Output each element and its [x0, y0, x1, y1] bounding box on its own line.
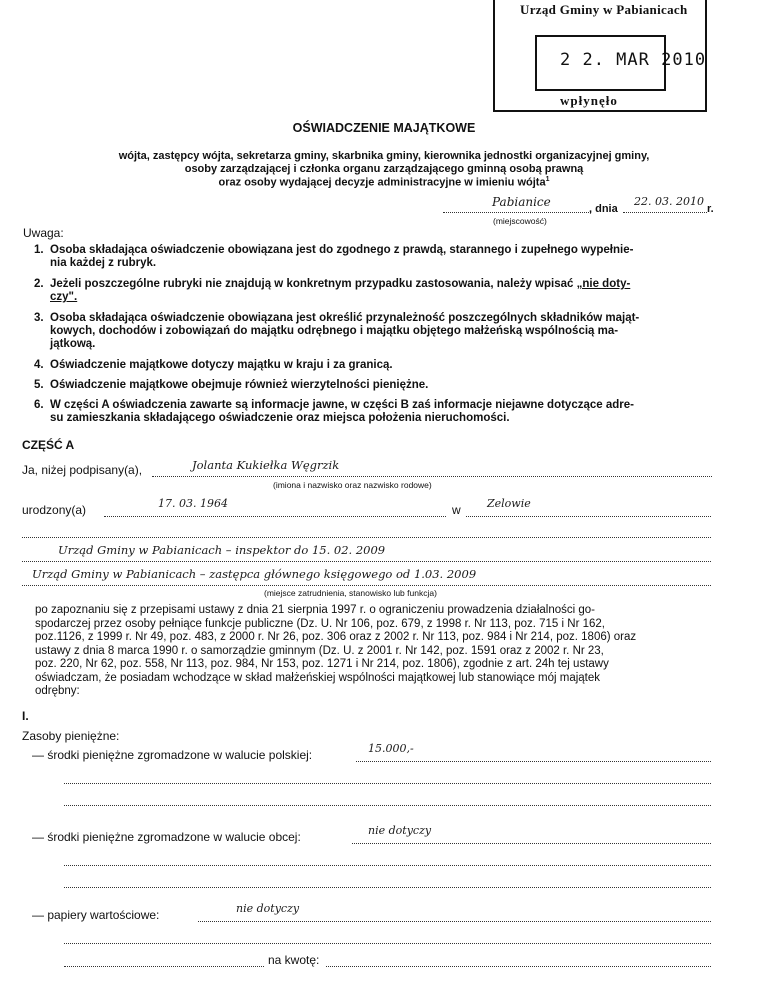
note-item-5: 5. Oświadczenie majątkowe obejmuje również wierzytelności pieniężne. [34, 379, 429, 391]
dnia-label: , dnia [589, 203, 618, 215]
born-place-line [466, 516, 711, 517]
place-value: Pabianice [492, 195, 551, 209]
stamp-received: wpłynęło [560, 93, 618, 108]
born-w-label: w [452, 503, 461, 517]
part-a-heading: CZĘŚĆ A [22, 438, 75, 452]
pln-line [356, 761, 711, 762]
stamp-office: Urząd Gminy w Pabianicach [520, 2, 688, 17]
note-item-4: 4. Oświadczenie majątkowe dotyczy majątku w kraju i za granicą. [34, 359, 393, 371]
amount-label: na kwotę: [268, 953, 320, 967]
pln-label: — środki pieniężne zgromadzone w walucie polskiej: [32, 748, 313, 762]
securities-line [198, 921, 711, 922]
employment-caption: (miejsce zatrudnienia, stanowisko lub funkcja) [264, 588, 437, 598]
amount-line-right [326, 966, 711, 967]
amount-line-left [64, 966, 264, 967]
born-date-line [104, 516, 446, 517]
pln-value: 15.000,- [368, 742, 414, 755]
section-roman: I. [22, 709, 29, 723]
date-line [623, 212, 707, 213]
foreign-line [352, 843, 711, 844]
foreign-value: nie dotyczy [368, 824, 432, 837]
subtitle-line3: oraz osoby wydającej decyzje administracyjne w imieniu wójta$^1$ [218, 176, 550, 189]
subtitle-line1: wójta, zastępcy wójta, sekretarza gminy, skarbnika gminy, kierownika jednostki organizacyjnej gminy, [118, 150, 650, 162]
note-item-3: 3. Osoba składająca oświadczenie obowiązana jest określić przynależność poszczególnych składników mająt- kowych, dochodów i zobowiązań do majątku odrębnego i majątku objętego małżeńską wspólnością ma- jątkową. [34, 312, 640, 350]
note-item-1: 1. Osoba składająca oświadczenie obowiązana jest do zgodnego z prawdą, starannego i zupełnego wypełnie- nia każdej z rubryk. [34, 244, 634, 269]
signed-label: Ja, niżej podpisany(a), [22, 463, 143, 477]
stamp-date: 2 2. MAR 2010 [560, 50, 707, 70]
date-value: 22. 03. 2010 [634, 195, 704, 208]
pln-line-3 [64, 805, 711, 806]
born-date: 17. 03. 1964 [158, 497, 228, 510]
note-item-6: 6. W części A oświadczenia zawarte są informacje jawne, w części B zaś informacje niejawne dotyczące adre- su zamieszkania składającego oświadczenie oraz miejsca położenia nieruchomości. [34, 399, 634, 424]
securities-value: nie dotyczy [236, 902, 300, 915]
securities-label: — papiery wartościowe: [32, 908, 160, 922]
employment-line-1 [22, 561, 711, 562]
blank-line [22, 537, 711, 538]
name-value: Jolanta Kukiełka Węgrzik [192, 458, 340, 472]
place-caption: (miejscowość) [493, 216, 547, 226]
foreign-label: — środki pieniężne zgromadzone w walucie obcej: [32, 830, 301, 844]
employment-line-2 [22, 585, 711, 586]
page-title: OŚWIADCZENIE MAJĄTKOWE [292, 121, 476, 135]
born-label: urodzony(a) [22, 503, 87, 517]
place-line [443, 212, 591, 213]
r-label: r. [707, 203, 714, 215]
employment-value-1: Urząd Gminy w Pabianicach – inspektor do 15. 02. 2009 [58, 543, 386, 557]
foreign-line-2 [64, 865, 711, 866]
securities-line-2 [64, 943, 711, 944]
employment-value-2: Urząd Gminy w Pabianicach – zastępca głównego księgowego od 1.03. 2009 [32, 567, 477, 581]
born-place: Zelowie [487, 497, 531, 510]
pln-line-2 [64, 783, 711, 784]
notes-heading: Uwaga: [23, 226, 64, 240]
name-caption: (imiona i nazwisko oraz nazwisko rodowe) [273, 480, 432, 490]
legal-text: po zapoznaniu się z przepisami ustawy z dnia 21 sierpnia 1997 r. o ograniczeniu prowadzenia działalności go- spodarczej przez osoby pełniące funkcje publiczne (Dz. U. Nr 106, poz. 679, z 1998 r. Nr 113, poz. 715 i Nr 162, poz.1126, z 1999 r. Nr 49, poz. 483, z 2000 r. Nr 26, poz. 306 oraz z 2002 r. Nr 113, poz. 984 i Nr 214, poz. 1806) oraz ustawy z dnia 8 marca 1990 r. o samorządzie gminnym (Dz. U. z 2001 r. Nr 142, poz. 1591 oraz z 2002 r. Nr 23, poz. 220, Nr 62, poz. 558, Nr 113, poz. 984, Nr 153, poz. 1271 i Nr 214, poz. 1806), zgodnie z art. 24h tej ustawy oświadczam, że posiadam wchodzące w skład małżeńskiej wspólności majątkowej lub stanowiące mój majątek odrębny: [35, 604, 637, 697]
foreign-line-3 [64, 887, 711, 888]
note-item-2: 2. Jeżeli poszczególne rubryki nie znajdują w konkretnym przypadku zastosowania, należy wpisać „nie doty- czy". [34, 278, 631, 303]
name-line [152, 476, 712, 477]
subtitle-line2: osoby zarządzającej i członka organu zarządzającego gminną osobą prawną [184, 163, 584, 175]
section-heading: Zasoby pieniężne: [22, 729, 120, 743]
